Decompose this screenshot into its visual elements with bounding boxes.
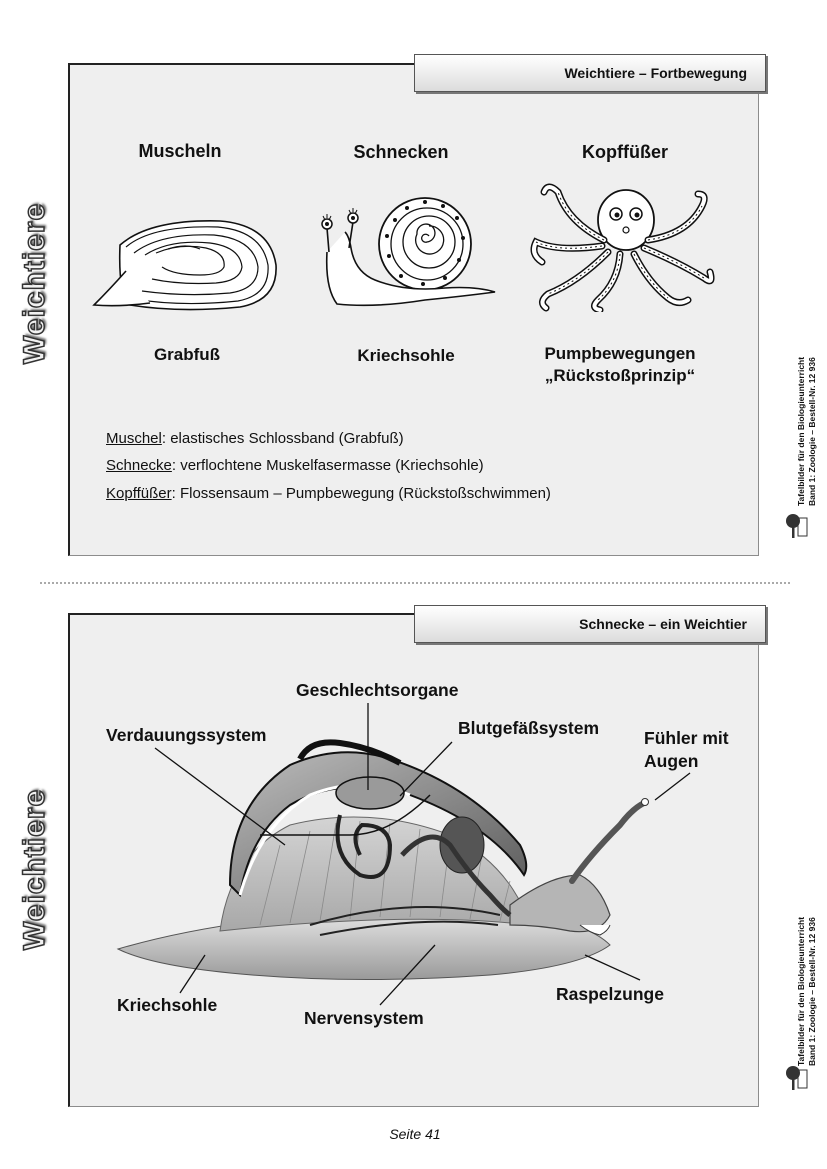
- panel1-title: Weichtiere – Fortbewegung: [564, 65, 747, 81]
- octopus-icon: [528, 182, 718, 312]
- publisher-logo-icon: [783, 512, 809, 540]
- heading-schnecken: Schnecken: [353, 142, 449, 162]
- caption-grabfuss: Grabfuß: [153, 345, 221, 364]
- label-blutgefaesssystem: Blutgefäßsystem: [458, 718, 600, 738]
- term-muschel: Muschel: [106, 430, 162, 447]
- page-number: Seite 41: [389, 1126, 441, 1142]
- description-schnecke: [106, 457, 484, 474]
- text-schnecke: : verflochtene Muskelfasermasse (Kriechsohle): [171, 457, 484, 474]
- term-kopffuesser: Kopffüßer: [106, 485, 172, 502]
- side-label-top: Weichtiere: [18, 202, 51, 364]
- text-muschel: : elastisches Schlossband (Grabfuß): [161, 430, 404, 447]
- mussel-icon: [90, 215, 280, 315]
- label-nervensystem: Nervensystem: [304, 1008, 424, 1028]
- panel1-title-tab: [414, 54, 766, 92]
- label-fuehler-line1: Fühler mit: [644, 728, 729, 748]
- label-verdauungssystem: Verdauungssystem: [106, 725, 267, 745]
- side-label-bottom: Weichtiere: [18, 788, 51, 950]
- label-raspelzunge: Raspelzunge: [556, 984, 664, 1004]
- label-geschlechtsorgane: Geschlechtsorgane: [296, 680, 459, 700]
- publisher-line1-bottom: Tafelbilder für den Biologieunterricht: [796, 916, 806, 1066]
- publisher-line1: Tafelbilder für den Biologieunterricht: [796, 356, 806, 506]
- label-kriechsohle: Kriechsohle: [117, 995, 218, 1015]
- label-fuehler: [644, 727, 729, 773]
- heading-muscheln: Muscheln: [138, 141, 222, 161]
- caption-pumpbewegungen-line1: Pumpbewegungen: [544, 344, 696, 363]
- publisher-line2: Band 1: Zoologie – Bestell-Nr. 12 936: [807, 357, 817, 506]
- snail-icon: [315, 192, 500, 317]
- panel2-title: Schnecke – ein Weichtier: [579, 616, 747, 632]
- heading-kopffuesser: Kopffüßer: [582, 142, 668, 162]
- description-kopffuesser: [106, 485, 551, 502]
- publisher-info-top: [796, 316, 818, 506]
- panel2-title-tab: [414, 605, 766, 643]
- term-schnecke: Schnecke: [106, 457, 172, 474]
- caption-pumpbewegungen: [520, 343, 720, 387]
- publisher-line2-bottom: Band 1: Zoologie – Bestell-Nr. 12 936: [807, 917, 817, 1066]
- caption-pumpbewegungen-line2: „Rückstoßprinzip“: [544, 366, 696, 385]
- caption-kriechsohle: Kriechsohle: [357, 346, 455, 365]
- label-fuehler-line2: Augen: [644, 751, 699, 771]
- publisher-logo-icon-bottom: [783, 1064, 809, 1092]
- publisher-info-bottom: [796, 876, 818, 1066]
- text-kopffuesser: : Flossensaum – Pumpbewegung (Rückstoßschwimmen): [171, 485, 551, 502]
- snail-anatomy-illustration: [110, 735, 650, 985]
- description-muschel: [106, 430, 404, 447]
- page-divider: [40, 582, 790, 584]
